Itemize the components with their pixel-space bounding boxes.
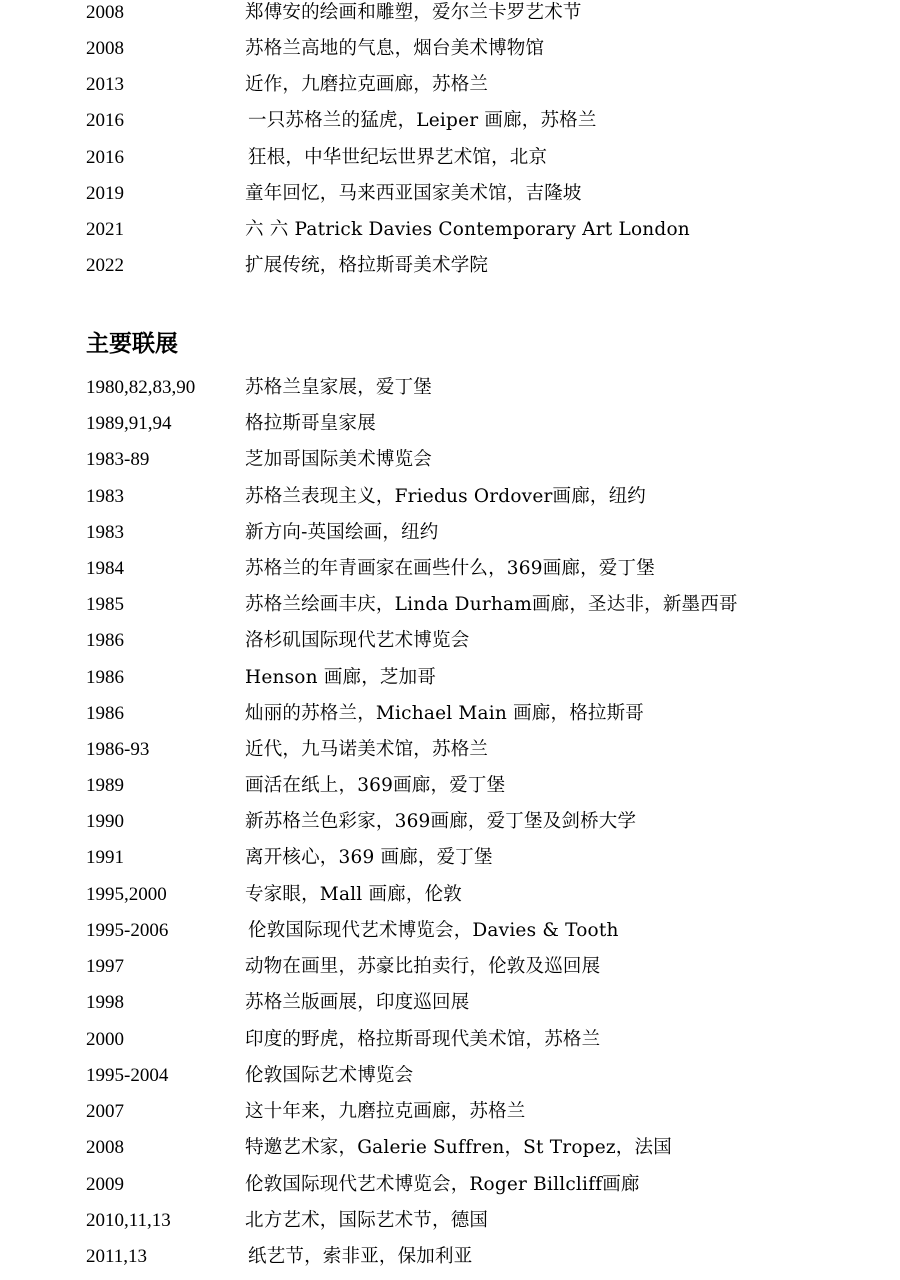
entry-description: 格拉斯哥皇家展 xyxy=(245,413,376,434)
entry-year: 2013 xyxy=(86,74,124,95)
list-item xyxy=(0,72,900,108)
entry-description: 印度的野虎，格拉斯哥现代美术馆，苏格兰 xyxy=(245,1029,601,1050)
entry-description: 这十年来，九磨拉克画廊，苏格兰 xyxy=(245,1101,526,1122)
list-item xyxy=(0,737,900,773)
entry-year: 1998 xyxy=(86,992,124,1013)
entry-year: 2021 xyxy=(86,219,124,240)
entry-year: 1991 xyxy=(86,847,124,868)
entry-description: 狂根，中华世纪坛世界艺术馆，北京 xyxy=(248,147,548,168)
entry-description: 苏格兰绘画丰庆，Linda Durham画廊，圣达非，新墨西哥 xyxy=(245,594,738,615)
list-item xyxy=(0,918,900,954)
entry-year: 2009 xyxy=(86,1174,124,1195)
list-item xyxy=(0,1135,900,1171)
list-item xyxy=(0,253,900,289)
list-item xyxy=(0,990,900,1026)
list-item xyxy=(0,665,900,701)
entry-year: 1983 xyxy=(86,522,124,543)
list-item xyxy=(0,556,900,592)
entry-description: 灿丽的苏格兰，Michael Main 画廊，格拉斯哥 xyxy=(245,703,644,724)
entry-year: 1995-2004 xyxy=(86,1065,169,1086)
list-item xyxy=(0,1027,900,1063)
entry-description: 画活在纸上，369画廊，爱丁堡 xyxy=(245,775,506,796)
entry-year: 2010,11,13 xyxy=(86,1210,171,1231)
list-item xyxy=(0,1099,900,1135)
entry-year: 2016 xyxy=(86,110,124,131)
list-item xyxy=(0,954,900,990)
entry-year: 1989 xyxy=(86,775,124,796)
list-item xyxy=(0,520,900,556)
entry-year: 2016 xyxy=(86,147,124,168)
entry-description: 洛杉矶国际现代艺术博览会 xyxy=(245,630,470,651)
entry-year: 1984 xyxy=(86,558,124,579)
entry-description: 离开核心，369 画廊，爱丁堡 xyxy=(245,847,493,868)
entry-year: 2019 xyxy=(86,183,124,204)
entry-year: 1983-89 xyxy=(86,449,150,470)
list-item xyxy=(0,1208,900,1244)
entry-year: 1995,2000 xyxy=(86,884,167,905)
list-item xyxy=(0,1063,900,1099)
entry-description: 近作，九磨拉克画廊，苏格兰 xyxy=(245,74,489,95)
entry-year: 2008 xyxy=(86,1137,124,1158)
entry-description: 新方向-英国绘画，纽约 xyxy=(245,522,439,543)
list-item xyxy=(0,592,900,628)
entry-year: 1985 xyxy=(86,594,124,615)
entry-description: 童年回忆，马来西亚国家美术馆，吉隆坡 xyxy=(245,183,582,204)
entry-description: 动物在画里，苏豪比拍卖行，伦敦及巡回展 xyxy=(245,956,601,977)
entry-description: 纸艺节，索非亚，保加利亚 xyxy=(248,1246,473,1267)
entry-description: 苏格兰皇家展，爱丁堡 xyxy=(245,377,433,398)
list-item xyxy=(0,36,900,72)
entry-year: 1983 xyxy=(86,486,124,507)
entry-year: 1995-2006 xyxy=(86,920,169,941)
list-item xyxy=(0,1244,900,1280)
entry-year: 1997 xyxy=(86,956,124,977)
list-item xyxy=(0,701,900,737)
list-item xyxy=(0,1172,900,1208)
entry-year: 1990 xyxy=(86,811,124,832)
entry-description: 近代，九马诺美术馆，苏格兰 xyxy=(245,739,489,760)
list-item xyxy=(0,809,900,845)
entry-description: 伦敦国际现代艺术博览会，Roger Billcliff画廊 xyxy=(245,1174,640,1195)
entry-description: 伦敦国际现代艺术博览会，Davies & Tooth xyxy=(248,920,619,941)
entry-description: 苏格兰表现主义，Friedus Ordover画廊，纽约 xyxy=(245,486,647,507)
entry-description: 新苏格兰色彩家，369画廊，爱丁堡及剑桥大学 xyxy=(245,811,637,832)
list-item xyxy=(0,411,900,447)
entry-description: 扩展传统，格拉斯哥美术学院 xyxy=(245,255,489,276)
entry-year: 2008 xyxy=(86,2,124,23)
section-heading-group-exhibitions: 主要联展 xyxy=(86,331,178,357)
list-item xyxy=(0,0,900,36)
entry-description: 伦敦国际艺术博览会 xyxy=(245,1065,414,1086)
list-item xyxy=(0,217,900,253)
entry-year: 1986 xyxy=(86,703,124,724)
list-item xyxy=(0,882,900,918)
entry-year: 2008 xyxy=(86,38,124,59)
entry-description: 特邀艺术家，Galerie Suffren，St Tropez，法国 xyxy=(245,1137,672,1158)
list-item xyxy=(0,845,900,881)
entry-year: 1980,82,83,90 xyxy=(86,377,196,398)
entry-description: 芝加哥国际美术博览会 xyxy=(245,449,433,470)
list-item xyxy=(0,108,900,144)
entry-year: 2000 xyxy=(86,1029,124,1050)
entry-description: 一只苏格兰的猛虎，Leiper 画廊，苏格兰 xyxy=(248,110,597,131)
entry-description: 郑傅安的绘画和雕塑，爱尔兰卡罗艺术节 xyxy=(245,2,582,23)
entry-description: 苏格兰版画展，印度巡回展 xyxy=(245,992,470,1013)
list-item xyxy=(0,628,900,664)
list-item xyxy=(0,773,900,809)
entry-description: 苏格兰的年青画家在画些什么，369画廊，爱丁堡 xyxy=(245,558,655,579)
entry-year: 1986 xyxy=(86,630,124,651)
list-item xyxy=(0,375,900,411)
entry-description: 六 六 Patrick Davies Contemporary Art London xyxy=(245,219,690,240)
entry-year: 2011,13 xyxy=(86,1246,148,1267)
entry-year: 1986-93 xyxy=(86,739,150,760)
entry-year: 1989,91,94 xyxy=(86,413,172,434)
entry-year: 2007 xyxy=(86,1101,124,1122)
list-item xyxy=(0,145,900,181)
entry-description: 北方艺术，国际艺术节，德国 xyxy=(245,1210,489,1231)
entry-year: 2022 xyxy=(86,255,124,276)
entry-description: Henson 画廊，芝加哥 xyxy=(245,667,437,688)
entry-year: 1986 xyxy=(86,667,124,688)
entry-description: 苏格兰高地的气息，烟台美术博物馆 xyxy=(245,38,545,59)
list-item xyxy=(0,447,900,483)
entry-description: 专家眼，Mall 画廊，伦敦 xyxy=(245,884,462,905)
list-item xyxy=(0,181,900,217)
list-item xyxy=(0,484,900,520)
